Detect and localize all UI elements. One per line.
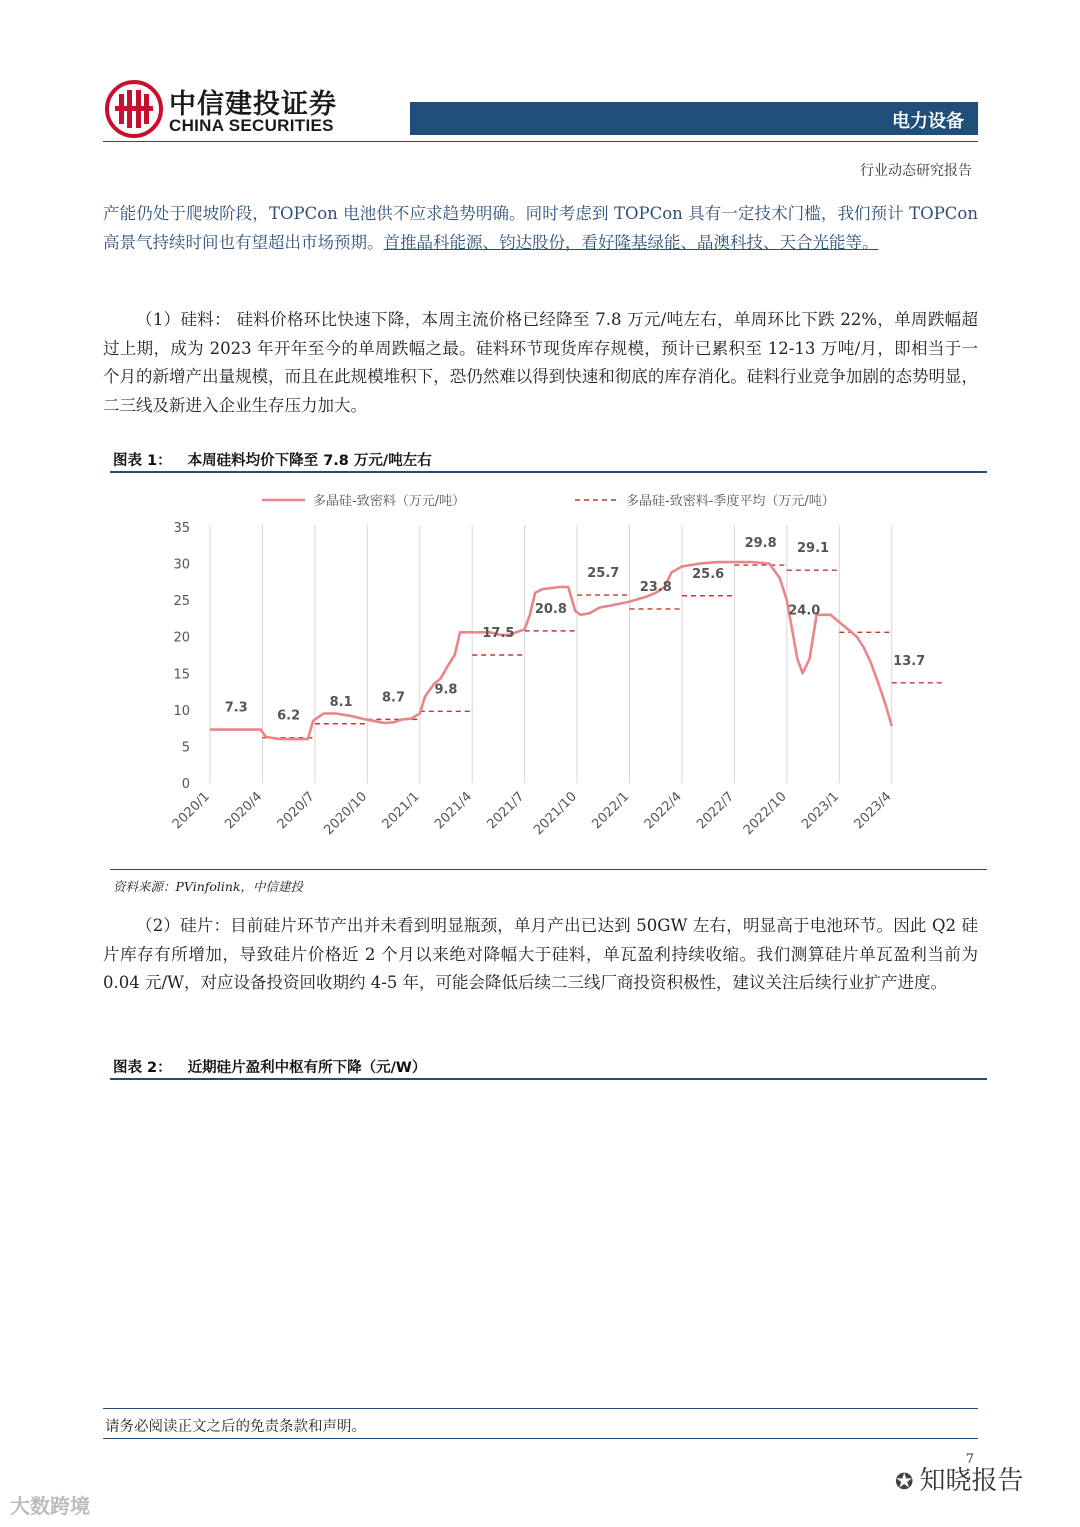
watermark-left: 大数跨境 bbox=[10, 1494, 90, 1518]
x-tick-label: 2020/10 bbox=[321, 789, 371, 839]
x-tick-label: 2020/1 bbox=[169, 789, 213, 833]
page-number: 7 bbox=[965, 1452, 974, 1467]
figure1-top-rule bbox=[110, 471, 987, 473]
x-tick-label: 2022/4 bbox=[641, 789, 685, 833]
x-tick-label: 2021/4 bbox=[432, 789, 476, 833]
footer-bottom-rule bbox=[103, 1438, 978, 1439]
logo-text-cn: 中信建投证券 bbox=[169, 89, 337, 120]
y-tick-label: 35 bbox=[173, 521, 190, 537]
intro-text: 产能仍处于爬坡阶段，TOPCon 电池供不应求趋势明确。同时考虑到 TOPCon 具有一定技术门槛，我们预计 TOPCon 高景气持续时间也有望超出市场预期。 bbox=[103, 204, 978, 252]
footer-top-rule bbox=[103, 1408, 978, 1409]
price-series bbox=[210, 562, 892, 739]
wafer-paragraph: （2）硅片：目前硅片环节产出并未看到明显瓶颈，单月产出已达到 50GW 左右，明显高于电池环节。因此 Q2 硅片库存有所增加，导致硅片价格近 2 个月以来绝对降幅大于硅料，单瓦盈利持续收缩。我们测算硅片单瓦盈利当前为 0.04 元/W，对应设备投资回收期约 4-5 年，可能会降低后续二三线厂商投资积极性，建议关注后续行业扩产进度。 bbox=[103, 916, 978, 992]
x-tick-label: 2020/7 bbox=[274, 789, 318, 833]
data-label: 6.2 bbox=[277, 708, 301, 724]
data-label: 8.1 bbox=[329, 694, 353, 710]
figure2-number: 图表 2： bbox=[113, 1060, 172, 1076]
citic-logo-icon bbox=[105, 80, 163, 138]
intro-paragraph bbox=[103, 200, 978, 257]
disclaimer: 请务必阅读正文之后的免责条款和声明。 bbox=[105, 1419, 366, 1435]
price-line bbox=[210, 562, 892, 739]
logo-text-en: CHINA SECURITIES bbox=[169, 116, 334, 135]
data-label: 23.8 bbox=[639, 579, 672, 595]
sector-label: 电力设备 bbox=[892, 111, 964, 132]
y-tick-label: 25 bbox=[173, 594, 190, 610]
data-label: 29.8 bbox=[744, 536, 777, 552]
y-tick-label: 30 bbox=[173, 557, 190, 573]
y-tick-label: 15 bbox=[173, 667, 190, 683]
sector-banner bbox=[410, 102, 978, 135]
x-tick-label: 2022/1 bbox=[589, 789, 633, 833]
x-tick-label: 2023/1 bbox=[799, 789, 843, 833]
figure2-caption: 近期硅片盈利中枢有所下降（元/W） bbox=[187, 1060, 427, 1076]
x-tick-label: 2021/1 bbox=[379, 789, 423, 833]
data-label: 8.7 bbox=[382, 690, 406, 706]
x-tick-label: 2022/10 bbox=[740, 789, 790, 839]
data-label: 13.7 bbox=[893, 653, 926, 669]
watermark-right bbox=[895, 1460, 1023, 1497]
data-label: 25.7 bbox=[587, 566, 620, 582]
y-tick-label: 5 bbox=[181, 740, 190, 756]
x-axis-ticks bbox=[170, 789, 895, 838]
figure2-top-rule bbox=[110, 1078, 987, 1080]
data-label: 17.5 bbox=[482, 626, 515, 642]
figure1-title bbox=[113, 449, 432, 470]
data-label: 29.1 bbox=[797, 541, 830, 557]
legend-label-avg: 多晶硅-致密料-季度平均（万元/吨） bbox=[626, 494, 835, 509]
data-label: 9.8 bbox=[434, 682, 458, 698]
data-label: 20.8 bbox=[534, 601, 567, 617]
x-tick-label: 2023/4 bbox=[851, 789, 895, 833]
y-tick-label: 20 bbox=[173, 630, 190, 646]
figure1-caption: 本周硅料均价下降至 7.8 万元/吨左右 bbox=[187, 453, 432, 469]
x-tick-label: 2021/10 bbox=[531, 789, 580, 839]
data-label: 25.6 bbox=[692, 566, 725, 582]
figure1-number: 图表 1： bbox=[113, 453, 172, 469]
report-type: 行业动态研究报告 bbox=[860, 163, 972, 179]
data-label: 7.3 bbox=[224, 700, 248, 716]
silicon-price-chart bbox=[110, 480, 987, 865]
header-divider bbox=[103, 141, 978, 142]
silicon-material-paragraph: （1）硅料： 硅料价格环比快速下降，本周主流价格已经降至 7.8 万元/吨左右，单周环比下跌 22%，单周跌幅超过上期，成为 2023 年开年至今的单周跌幅之最。硅料环节现货库存规模，预计已累积至 12-13 万吨/月，即相当于一个月的新增产出量规模，而且在此规模堆积下，恐仍然难以得到快速和彻底的库存消化。硅料行业竞争加剧的态势明显，二三线及新进入企业生存压力加大。 bbox=[103, 310, 978, 415]
y-axis-ticks bbox=[173, 521, 190, 792]
data-label: 24.0 bbox=[788, 603, 821, 619]
wechat-icon: ✪ bbox=[895, 1470, 914, 1495]
chart-gridlines bbox=[210, 525, 892, 783]
figure1-bottom-rule bbox=[110, 869, 987, 870]
figure1-source: 资料来源：PVinfolink，中信建投 bbox=[113, 879, 304, 894]
stock-recommendation-link[interactable]: 首推晶科能源、钧达股份，看好隆基绿能、晶澳科技、天合光能等。 bbox=[383, 232, 879, 252]
y-tick-label: 0 bbox=[181, 777, 190, 792]
company-logo bbox=[105, 80, 345, 140]
x-tick-label: 2022/7 bbox=[694, 789, 738, 833]
chart-legend bbox=[262, 493, 835, 509]
x-tick-label: 2020/4 bbox=[222, 789, 266, 833]
data-labels bbox=[225, 536, 926, 724]
watermark-right-text: 知晓报告 bbox=[919, 1466, 1024, 1496]
figure2-title bbox=[113, 1056, 426, 1077]
y-tick-label: 10 bbox=[173, 703, 190, 719]
legend-label-price: 多晶硅-致密料（万元/吨） bbox=[313, 494, 466, 509]
x-tick-label: 2021/7 bbox=[484, 789, 528, 833]
